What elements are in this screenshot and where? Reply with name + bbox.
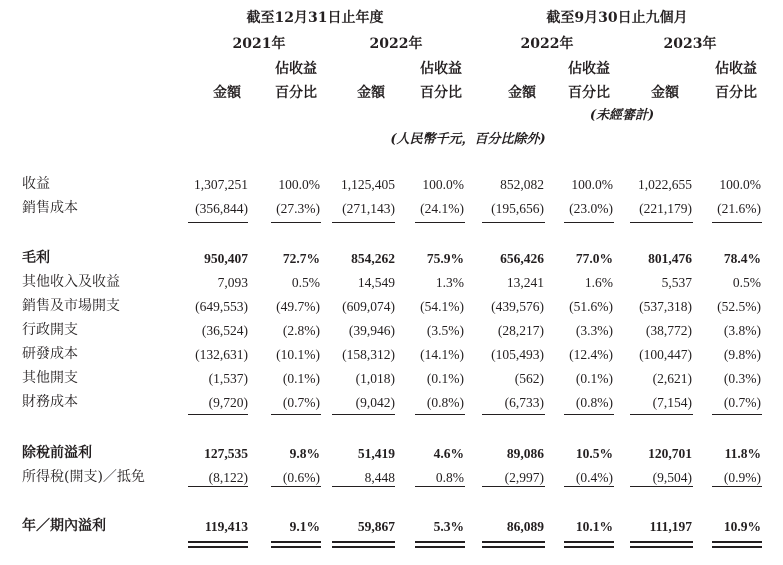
subtotal-rule [188,486,248,487]
subtotal-rule [564,222,614,223]
percent-cell: 77.0% [575,251,613,266]
amount-cell: 13,241 [506,275,544,290]
row-label: 收益 [22,176,50,192]
amount-cell: 7,093 [217,275,248,290]
subtotal-rule [332,486,395,487]
subtotal-rule [482,486,545,487]
amount-cell: (132,631) [195,347,248,362]
amount-header-1: 金額 [213,85,241,101]
percent-cell: (0.1%) [426,371,464,386]
subtotal-rule [415,486,465,487]
amount-cell: 5,537 [661,275,692,290]
subtotal-rule [630,414,693,415]
percent-cell: (9.8%) [723,347,761,362]
percent-cell: 10.9% [723,519,761,534]
double-rule [482,546,545,550]
percent-cell: 11.8% [724,446,761,461]
row-label: 除稅前溢利 [22,445,92,461]
percent-cell: 100.0% [571,177,613,192]
amount-cell: 51,419 [357,446,395,461]
subtotal-rule [271,414,321,415]
amount-cell: (221,179) [639,201,692,216]
amount-cell: (356,844) [195,201,248,216]
subtotal-rule [332,414,395,415]
percent-cell: 1.6% [584,275,613,290]
amount-cell: (7,154) [652,395,692,410]
year-2023-interim: 2023年 [663,36,717,52]
amount-header-2: 金額 [357,85,385,101]
percent-cell: (3.5%) [426,323,464,338]
amount-cell: 89,086 [506,446,544,461]
subtotal-rule [564,486,614,487]
pct-header-1-line1: 佔收益 [275,61,317,77]
year-2022-annual: 2022年 [369,36,423,52]
amount-cell: (105,493) [491,347,544,362]
percent-cell: (23.0%) [569,201,613,216]
percent-cell: 78.4% [723,251,761,266]
amount-cell: (39,946) [348,323,395,338]
row-label: 銷售成本 [22,200,78,216]
percent-cell: (52.5%) [717,299,761,314]
amount-cell: (1,537) [208,371,248,386]
double-rule [482,541,545,545]
subtotal-rule [712,414,762,415]
amount-cell: (28,217) [497,323,544,338]
subtotal-rule [712,486,762,487]
pct-header-4-line1: 佔收益 [715,61,757,77]
row-label: 毛利 [22,250,50,266]
amount-cell: 120,701 [648,446,692,461]
percent-cell: (24.1%) [420,201,464,216]
year-2021: 2021年 [232,36,286,52]
amount-cell: 14,549 [357,275,395,290]
percent-cell: 100.0% [278,177,320,192]
percent-cell: (3.3%) [575,323,613,338]
double-rule [332,546,395,550]
amount-cell: (195,656) [491,201,544,216]
subtotal-rule [271,222,321,223]
percent-cell: 100.0% [719,177,761,192]
amount-cell: (1,018) [355,371,395,386]
percent-cell: 0.5% [291,275,320,290]
amount-cell: (439,576) [491,299,544,314]
amount-cell: 127,535 [204,446,248,461]
percent-cell: 4.6% [433,446,464,461]
double-rule [332,541,395,545]
amount-cell: (2,621) [652,371,692,386]
amount-header-4: 金額 [651,85,679,101]
double-rule [188,546,248,550]
row-label: 年／期內溢利 [22,518,106,534]
pct-header-1-line2: 百分比 [275,85,317,101]
amount-cell: (8,122) [208,470,248,485]
amount-cell: (9,042) [355,395,395,410]
amount-cell: 59,867 [357,519,395,534]
subtotal-rule [415,222,465,223]
percent-cell: (0.1%) [282,371,320,386]
amount-cell: 1,022,655 [638,177,692,192]
amount-cell: (158,312) [342,347,395,362]
double-rule [271,541,321,545]
percent-cell: (27.3%) [276,201,320,216]
subtotal-rule [332,222,395,223]
percent-cell: (0.8%) [575,395,613,410]
row-label: 研發成本 [22,346,78,362]
percent-cell: 5.3% [433,519,464,534]
amount-cell: (9,504) [652,470,692,485]
percent-cell: 1.3% [435,275,464,290]
amount-cell: 1,125,405 [341,177,395,192]
amount-cell: (9,720) [208,395,248,410]
double-rule [712,546,762,550]
percent-cell: (54.1%) [420,299,464,314]
percent-cell: (49.7%) [276,299,320,314]
row-label: 財務成本 [22,394,78,410]
amount-cell: 801,476 [648,251,692,266]
pct-header-3-line2: 百分比 [568,85,610,101]
percent-cell: (14.1%) [420,347,464,362]
pct-header-2-line2: 百分比 [420,85,462,101]
amount-cell: (609,074) [342,299,395,314]
percent-cell: (0.7%) [282,395,320,410]
subtotal-rule [271,486,321,487]
amount-cell: (537,318) [639,299,692,314]
pct-header-4-line2: 百分比 [715,85,757,101]
percent-cell: 9.1% [289,519,320,534]
pct-header-2-line1: 佔收益 [420,61,462,77]
row-label: 所得稅(開支)／抵免 [22,469,145,485]
percent-cell: 72.7% [282,251,320,266]
subtotal-rule [415,414,465,415]
percent-cell: (0.4%) [575,470,613,485]
subtotal-rule [482,222,545,223]
period-group-annual: 截至12月31日止年度 [246,10,384,26]
percent-cell: (10.1%) [276,347,320,362]
subtotal-rule [564,414,614,415]
row-label: 行政開支 [22,322,78,338]
percent-cell: 10.1% [575,519,613,534]
amount-cell: 119,413 [204,519,248,534]
double-rule [415,546,465,550]
percent-cell: (0.8%) [426,395,464,410]
subtotal-rule [482,414,545,415]
percent-cell: (0.9%) [723,470,761,485]
double-rule [630,546,693,550]
percent-cell: (0.3%) [723,371,761,386]
pct-header-3-line1: 佔收益 [568,61,610,77]
amount-cell: 111,197 [649,519,692,534]
amount-cell: 656,426 [500,251,544,266]
period-group-nine-months: 截至9月30日止九個月 [546,10,688,26]
amount-cell: 854,262 [351,251,395,266]
amount-cell: (38,772) [645,323,692,338]
amount-cell: 8,448 [364,470,395,485]
amount-cell: (100,447) [639,347,692,362]
double-rule [712,541,762,545]
subtotal-rule [630,486,693,487]
row-label: 銷售及市場開支 [22,298,120,314]
subtotal-rule [630,222,693,223]
row-label: 其他開支 [22,370,78,386]
subtotal-rule [712,222,762,223]
double-rule [564,546,614,550]
double-rule [271,546,321,550]
percent-cell: (21.6%) [717,201,761,216]
percent-cell: 10.5% [575,446,613,461]
double-rule [415,541,465,545]
amount-cell: (6,733) [504,395,544,410]
subtotal-rule [188,414,248,415]
amount-header-3: 金額 [508,85,536,101]
amount-cell: 86,089 [506,519,544,534]
subtotal-rule [188,222,248,223]
percent-cell: (51.6%) [569,299,613,314]
amount-cell: 950,407 [204,251,248,266]
double-rule [564,541,614,545]
percent-cell: (0.7%) [723,395,761,410]
percent-cell: 9.8% [289,446,320,461]
amount-cell: (271,143) [342,201,395,216]
percent-cell: (0.1%) [575,371,613,386]
amount-cell: (562) [514,371,544,386]
percent-cell: 75.9% [426,251,464,266]
percent-cell: (0.6%) [282,470,320,485]
percent-cell: (12.4%) [569,347,613,362]
year-2022-interim: 2022年 [520,36,574,52]
percent-cell: 100.0% [422,177,464,192]
unaudited-note: (未經審計) [589,108,655,123]
amount-cell: 1,307,251 [194,177,248,192]
double-rule [630,541,693,545]
percent-cell: (3.8%) [723,323,761,338]
percent-cell: 0.5% [732,275,761,290]
amount-cell: (36,524) [201,323,248,338]
percent-cell: (2.8%) [282,323,320,338]
percent-cell: 0.8% [435,470,464,485]
amount-cell: (649,553) [195,299,248,314]
amount-cell: 852,082 [500,177,544,192]
unit-note: (人民幣千元，百分比除外) [390,132,546,147]
double-rule [188,541,248,545]
amount-cell: (2,997) [504,470,544,485]
row-label: 其他收入及收益 [22,274,120,290]
